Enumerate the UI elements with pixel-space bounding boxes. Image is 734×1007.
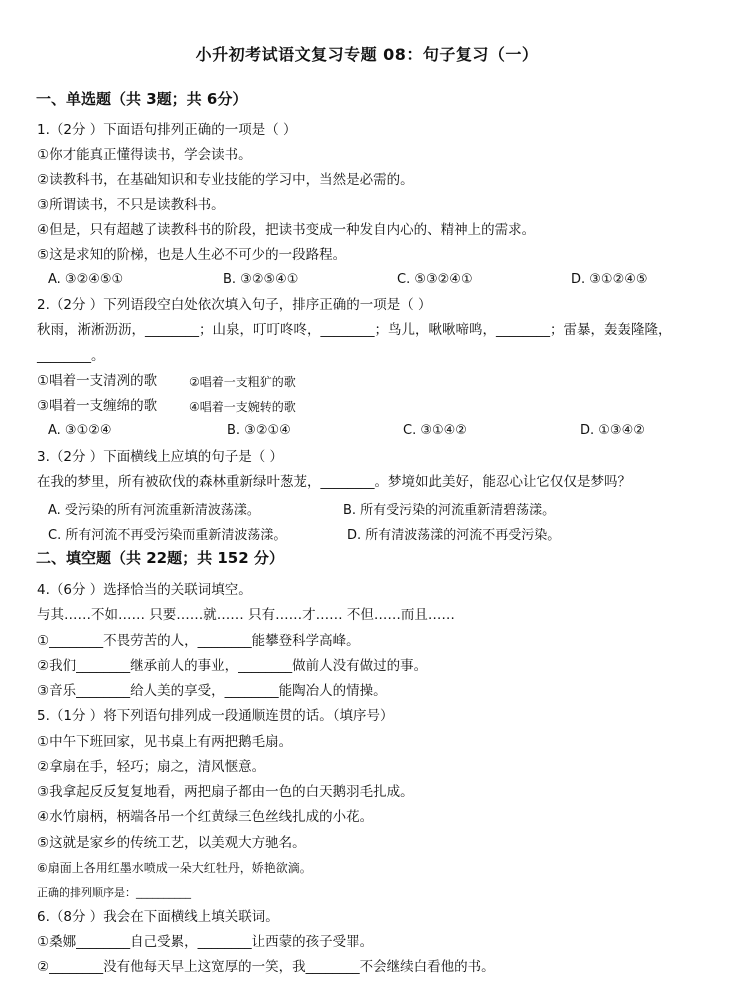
- question-1-option-b[interactable]: B. ③②⑤④①: [223, 272, 299, 287]
- question-1-stem: 1.（2分 ）下面语句排列正确的一项是（ ）: [37, 122, 297, 138]
- question-4-line[interactable]: ②我们________继承前人的事业，________做前人没有做过的事。: [37, 658, 428, 674]
- page-title: 小升初考试语文复习专题 08：句子复习（一）: [195, 45, 539, 64]
- question-2-option-b[interactable]: B. ③②①④: [227, 423, 291, 438]
- section-heading-fill-blank: 二、填空题（共 22题；共 152 分）: [36, 549, 284, 567]
- question-2-item: ②唱着一支粗犷的歌: [189, 375, 296, 389]
- question-5-line: ①中午下班回家，见书桌上有两把鹅毛扇。: [37, 734, 293, 750]
- question-1-option-d[interactable]: D. ③①②④⑤: [571, 272, 648, 287]
- question-1-line: ②读教科书，在基础知识和专业技能的学习中，当然是必需的。: [37, 172, 414, 188]
- question-2-option-a[interactable]: A. ③①②④: [48, 423, 112, 438]
- question-1-line: ③所谓读书，不只是读教科书。: [37, 197, 225, 213]
- question-2-item: ①唱着一支清冽的歌: [37, 373, 158, 389]
- question-3-text: 在我的梦里，所有被砍伐的森林重新绿叶葱茏，________。梦境如此美好，能忍心让它仅仅是梦吗？: [37, 474, 631, 490]
- question-5-stem: 5.（1分 ）将下列语句排列成一段通顺连贯的话。（填序号）: [37, 708, 394, 724]
- question-2-option-d[interactable]: D. ①③④②: [580, 423, 645, 438]
- question-3-option-b[interactable]: B. 所有受污染的河流重新清碧荡漾。: [343, 503, 556, 518]
- question-2-item: ④唱着一支婉转的歌: [189, 400, 296, 414]
- question-2-text-cont: ________。: [37, 348, 105, 364]
- question-2-option-c[interactable]: C. ③①④②: [403, 423, 467, 438]
- question-3-option-d[interactable]: D. 所有清波荡漾的河流不再受污染。: [347, 528, 561, 543]
- question-6-line[interactable]: ②________没有他每天早上这宽厚的一笑，我________不会继续白看他的书。: [37, 959, 495, 975]
- question-1-option-c[interactable]: C. ⑤③②④①: [397, 272, 473, 287]
- question-4-line[interactable]: ③音乐________给人美的享受，________能陶冶人的情操。: [37, 683, 387, 699]
- question-4-stem: 4.（6分 ）选择恰当的关联词填空。: [37, 582, 252, 598]
- question-5-line: ⑤这就是家乡的传统工艺，以美观大方驰名。: [37, 835, 306, 851]
- question-1-line: ⑤这是求知的阶梯，也是人生必不可少的一段路程。: [37, 247, 347, 263]
- question-5-line: ③我拿起反反复复地看，两把扇子都由一色的白天鹅羽毛扎成。: [37, 784, 414, 800]
- question-2-item: ③唱着一支缠绵的歌: [37, 398, 158, 414]
- question-1-line: ④但是，只有超越了读教科书的阶段，把读书变成一种发自内心的、精神上的需求。: [37, 222, 536, 238]
- question-3-option-a[interactable]: A. 受污染的所有河流重新清波荡漾。: [48, 503, 260, 518]
- question-5-line: ④水竹扇柄，柄端各吊一个红黄绿三色丝线扎成的小花。: [37, 809, 374, 825]
- question-6-stem: 6.（8分 ）我会在下面横线上填关联词。: [37, 909, 279, 925]
- question-2-stem: 2.（2分 ）下列语段空白处依次填入句子，排序正确的一项是（ ）: [37, 297, 432, 313]
- section-heading-single-choice: 一、单选题（共 3题；共 6分）: [36, 90, 248, 108]
- question-5-line: ⑥扇面上各用红墨水喷成一朵大红牡丹，娇艳欲滴。: [37, 861, 312, 875]
- question-4-line[interactable]: ①________不畏劳苦的人，________能攀登科学高峰。: [37, 633, 360, 649]
- question-3-stem: 3.（2分 ）下面横线上应填的句子是（ ）: [37, 449, 284, 465]
- question-5-line: ②拿扇在手，轻巧；扇之，清风惬意。: [37, 759, 266, 775]
- question-1-option-a[interactable]: A. ③②④⑤①: [48, 272, 124, 287]
- question-6-line[interactable]: ①桑娜________自己受累，________让西蒙的孩子受罪。: [37, 934, 374, 950]
- question-2-text: 秋雨，淅淅沥沥，________；山泉，叮叮咚咚，________；鸟儿，啾啾啼鸣，________；雷暴，轰轰隆隆，: [37, 322, 672, 338]
- question-5-answer-field[interactable]: 正确的排列顺序是：__________: [37, 886, 191, 899]
- question-4-word-bank: 与其……不如…… 只要……就…… 只有……才…… 不但……而且……: [37, 607, 455, 623]
- question-3-option-c[interactable]: C. 所有河流不再受污染而重新清波荡漾。: [48, 528, 287, 543]
- question-1-line: ①你才能真正懂得读书，学会读书。: [37, 147, 252, 163]
